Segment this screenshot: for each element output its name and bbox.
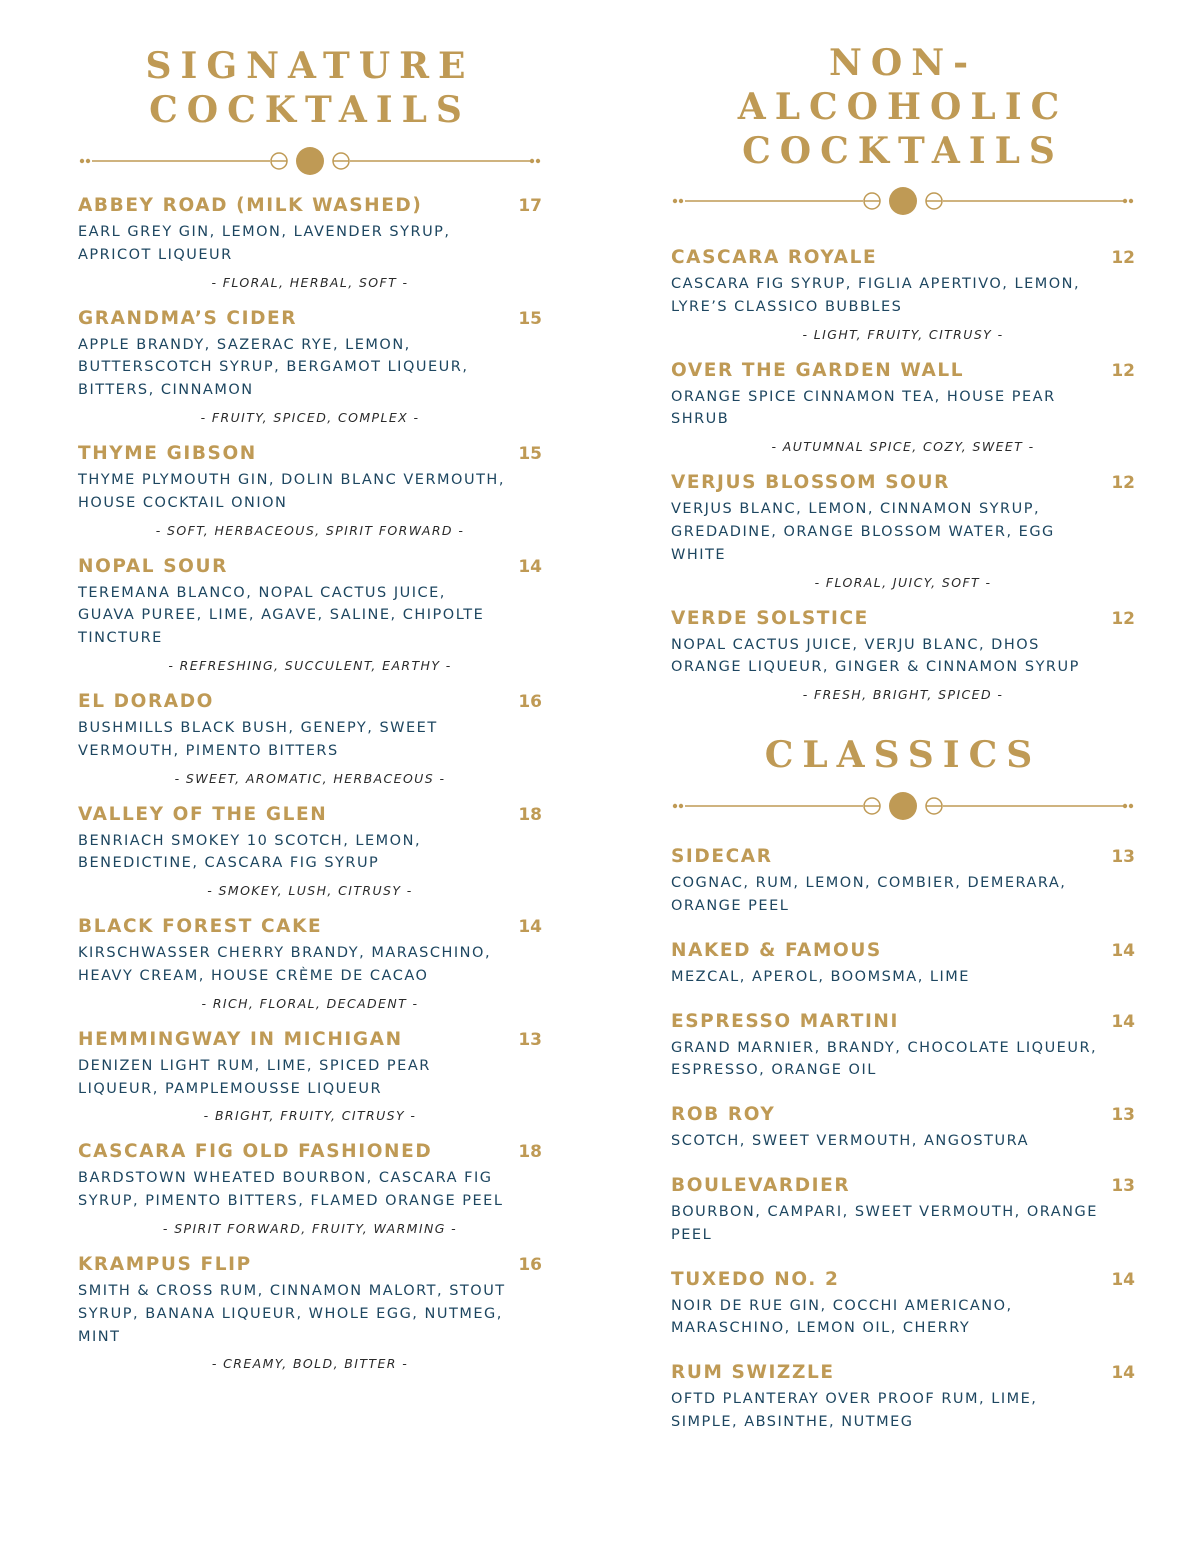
non-alcoholic-cocktails-list	[671, 246, 1135, 703]
signature-cocktails-title: SIGNATURE COCKTAILS	[145, 45, 475, 131]
menu-item-ingredients: SMITH & CROSS RUM, CINNAMON MALORT, STOUT SYRUP, BANANA LIQUEUR, WHOLE EGG, NUTMEG, MINT	[78, 1282, 506, 1345]
menu-item-ingredients: BOURBON, CAMPARI, SWEET VERMOUTH, ORANGE PEEL	[671, 1203, 1098, 1243]
menu-item-flavor-notes: - FRESH, BRIGHT, SPICED -	[802, 687, 1004, 703]
menu-item	[671, 1361, 1135, 1434]
menu-item-name: NAKED & FAMOUS	[671, 939, 882, 961]
menu-item	[671, 939, 1135, 989]
menu-item-price: 13	[1111, 1175, 1135, 1196]
menu-item	[78, 555, 542, 674]
menu-item-price: 16	[518, 691, 542, 712]
menu-item-name: VERJUS BLOSSOM SOUR	[671, 472, 950, 494]
menu-item	[671, 246, 1135, 343]
menu-item-ingredients: KIRSCHWASSER CHERRY BRANDY, MARASCHINO, HEAVY CREAM, HOUSE CRÈME DE CACAO	[78, 945, 492, 984]
menu-item-header	[78, 1253, 542, 1277]
menu-item-price: 14	[1111, 1363, 1135, 1384]
menu-item-header	[671, 607, 1135, 631]
menu-item-price: 12	[1111, 608, 1135, 629]
menu-item-price: 13	[1111, 1105, 1135, 1126]
menu-item-price: 12	[1111, 473, 1135, 494]
menu-item	[671, 1174, 1135, 1247]
menu-item-name: CASCARA FIG OLD FASHIONED	[78, 1141, 433, 1163]
menu-item-name: BOULEVARDIER	[671, 1174, 851, 1196]
menu-item	[78, 915, 542, 1012]
menu-item-header	[78, 442, 542, 466]
menu-item-price: 14	[518, 556, 542, 577]
menu-item-header	[671, 845, 1135, 869]
menu-item-ingredients: BENRIACH SMOKEY 10 SCOTCH, LEMON, BENEDICTINE, CASCARA FIG SYRUP	[78, 832, 422, 872]
menu-item	[671, 1103, 1135, 1153]
menu-item-flavor-notes: - BRIGHT, FRUITY, CITRUSY -	[203, 1108, 417, 1124]
menu-item-name: ROB ROY	[671, 1104, 776, 1126]
menu-item-flavor-notes: - FLORAL, JUICY, SOFT -	[814, 574, 992, 590]
menu-item-ingredients: APPLE BRANDY, SAZERAC RYE, LEMON, BUTTERSCOTCH SYRUP, BERGAMOT LIQUEUR, BITTERS, CINNAMON	[78, 336, 469, 399]
menu-item-name: TUXEDO NO. 2	[671, 1268, 840, 1290]
menu-item	[671, 359, 1135, 456]
menu-item-flavor-notes: - REFRESHING, SUCCULENT, EARTHY -	[168, 657, 452, 673]
menu-item-name: ESPRESSO MARTINI	[671, 1010, 899, 1032]
menu-item-price: 17	[518, 196, 542, 216]
menu-item-ingredients: ORANGE SPICE CINNAMON TEA, HOUSE PEAR SHRUB	[671, 388, 1056, 428]
menu-item-header	[78, 915, 542, 939]
menu-item-ingredients: MEZCAL, APEROL, BOOMSMA, LIME	[671, 968, 970, 985]
menu-item-name: HEMMINGWAY IN MICHIGAN	[78, 1028, 403, 1050]
menu-item-price: 15	[518, 308, 542, 329]
menu-item	[78, 194, 542, 291]
menu-item-price: 13	[1111, 847, 1135, 868]
menu-item-price: 18	[518, 1142, 542, 1163]
divider-ornament	[78, 146, 542, 176]
menu-item-flavor-notes: - SPIRIT FORWARD, FRUITY, WARMING -	[162, 1220, 458, 1236]
menu-item-ingredients: TEREMANA BLANCO, NOPAL CACTUS JUICE, GUAVA PUREE, LIME, AGAVE, SALINE, CHIPOLTE TINCTURE	[78, 584, 485, 647]
divider-ornament	[671, 186, 1135, 216]
menu-item	[671, 1010, 1135, 1083]
menu-item	[671, 845, 1135, 918]
menu-item-name: CASCARA ROYALE	[671, 247, 878, 268]
menu-item-ingredients: DENIZEN LIGHT RUM, LIME, SPICED PEAR LIQUEUR, PAMPLEMOUSSE LIQUEUR	[78, 1057, 431, 1097]
menu-item	[78, 1140, 542, 1237]
menu-item-price: 12	[1111, 248, 1135, 268]
menu-item-ingredients: THYME PLYMOUTH GIN, DOLIN BLANC VERMOUTH, HOUSE COCKTAIL ONION	[78, 471, 505, 511]
signature-cocktails-list	[78, 194, 542, 1372]
menu-item-ingredients: BUSHMILLS BLACK BUSH, GENEPY, SWEET VERMOUTH, PIMENTO BITTERS	[78, 719, 438, 759]
menu-item-name: EL DORADO	[78, 690, 214, 712]
menu-item-name: OVER THE GARDEN WALL	[671, 359, 965, 381]
menu-item	[78, 803, 542, 900]
menu-item	[78, 307, 542, 426]
menu-item-name: BLACK FOREST CAKE	[78, 916, 323, 938]
menu-item-flavor-notes: - SMOKEY, LUSH, CITRUSY -	[207, 883, 413, 899]
menu-item-header	[671, 1103, 1135, 1127]
menu-item-price: 14	[1111, 1269, 1135, 1290]
non-alcoholic-cocktails-title: NON- ALCOHOLIC COCKTAILS	[737, 42, 1069, 172]
menu-item	[78, 1253, 542, 1372]
classics-list	[671, 845, 1135, 1434]
menu-item-header	[78, 194, 542, 218]
menu-item-name: KRAMPUS FLIP	[78, 1253, 252, 1275]
menu-item-name: NOPAL SOUR	[78, 555, 228, 577]
menu-item-header	[671, 246, 1135, 270]
menu-item	[78, 690, 542, 787]
menu-item-flavor-notes: - SOFT, HERBACEOUS, SPIRIT FORWARD -	[155, 522, 465, 538]
menu-item-ingredients: VERJUS BLANC, LEMON, CINNAMON SYRUP, GREDADINE, ORANGE BLOSSOM WATER, EGG WHITE	[671, 501, 1055, 563]
menu-item-header	[671, 359, 1135, 383]
menu-item-name: VALLEY OF THE GLEN	[78, 803, 328, 825]
menu-item-name: ABBEY ROAD (MILK WASHED)	[78, 195, 423, 216]
menu-item-price: 18	[518, 804, 542, 825]
menu-item-price: 16	[518, 1254, 542, 1275]
menu-item-flavor-notes: - AUTUMNAL SPICE, COZY, SWEET -	[771, 439, 1035, 455]
menu-item-header	[78, 1028, 542, 1052]
menu-item-flavor-notes: - LIGHT, FRUITY, CITRUSY -	[802, 326, 1004, 342]
menu-item-name: RUM SWIZZLE	[671, 1362, 835, 1384]
menu-item-flavor-notes: - CREAMY, BOLD, BITTER -	[211, 1356, 409, 1372]
menu-item-ingredients: BARDSTOWN WHEATED BOURBON, CASCARA FIG SYRUP, PIMENTO BITTERS, FLAMED ORANGE PEEL	[78, 1170, 504, 1210]
menu-item-price: 14	[1111, 940, 1135, 961]
menu-item	[671, 1268, 1135, 1341]
menu-item-ingredients: SCOTCH, SWEET VERMOUTH, ANGOSTURA	[671, 1133, 1029, 1150]
menu-item-ingredients: GRAND MARNIER, BRANDY, CHOCOLATE LIQUEUR, ESPRESSO, ORANGE OIL	[671, 1039, 1098, 1079]
menu-item-ingredients: CASCARA FIG SYRUP, FIGLIA APERTIVO, LEMON, LYRE’S CLASSICO BUBBLES	[671, 276, 1081, 315]
menu-item-header	[671, 471, 1135, 495]
menu-item-flavor-notes: - FLORAL, HERBAL, SOFT -	[211, 274, 409, 290]
menu-item-header	[78, 555, 542, 579]
menu-item-header	[671, 1361, 1135, 1385]
menu-item-flavor-notes: - SWEET, AROMATIC, HERBACEOUS -	[174, 770, 446, 786]
classics-title: CLASSICS	[764, 734, 1042, 777]
menu-item-name: SIDECAR	[671, 846, 773, 868]
menu-item-ingredients: NOPAL CACTUS JUICE, VERJU BLANC, DHOS ORANGE LIQUEUR, GINGER & CINNAMON SYRUP	[671, 636, 1080, 676]
menu-item-price: 14	[1111, 1011, 1135, 1032]
menu-item-header	[78, 1140, 542, 1164]
menu-item-header	[78, 690, 542, 714]
menu-item-name: THYME GIBSON	[78, 442, 257, 464]
menu-item-ingredients: OFTD PLANTERAY OVER PROOF RUM, LIME, SIMPLE, ABSINTHE, NUTMEG	[671, 1391, 1038, 1430]
menu-item-ingredients: COGNAC, RUM, LEMON, COMBIER, DEMERARA, ORANGE PEEL	[671, 875, 1067, 914]
menu-item-ingredients: NOIR DE RUE GIN, COCCHI AMERICANO, MARASCHINO, LEMON OIL, CHERRY	[671, 1297, 1013, 1337]
menu-item	[78, 1028, 542, 1125]
menu-item-header	[671, 1268, 1135, 1292]
menu-item-flavor-notes: - RICH, FLORAL, DECADENT -	[201, 995, 419, 1011]
menu-item-price: 15	[518, 443, 542, 464]
menu-item	[671, 471, 1135, 590]
menu-item-header	[671, 1174, 1135, 1198]
menu-item	[671, 607, 1135, 704]
menu-item-header	[78, 803, 542, 827]
menu-item-price: 14	[518, 917, 542, 938]
menu-item-price: 12	[1111, 360, 1135, 381]
right-column	[671, 0, 1135, 1434]
divider-ornament	[671, 791, 1135, 821]
menu-item-header	[671, 1010, 1135, 1034]
menu-item-header	[78, 307, 542, 331]
menu-item-name: VERDE SOLSTICE	[671, 607, 869, 629]
menu-item-flavor-notes: - FRUITY, SPICED, COMPLEX -	[200, 409, 420, 425]
menu-item-price: 13	[518, 1029, 542, 1050]
menu-item-name: GRANDMA’S CIDER	[78, 307, 298, 329]
menu-item-header	[671, 939, 1135, 963]
signature-cocktails-column	[78, 0, 542, 1372]
menu-item-ingredients: EARL GREY GIN, LEMON, LAVENDER SYRUP, APRICOT LIQUEUR	[78, 224, 451, 263]
menu-item	[78, 442, 542, 539]
